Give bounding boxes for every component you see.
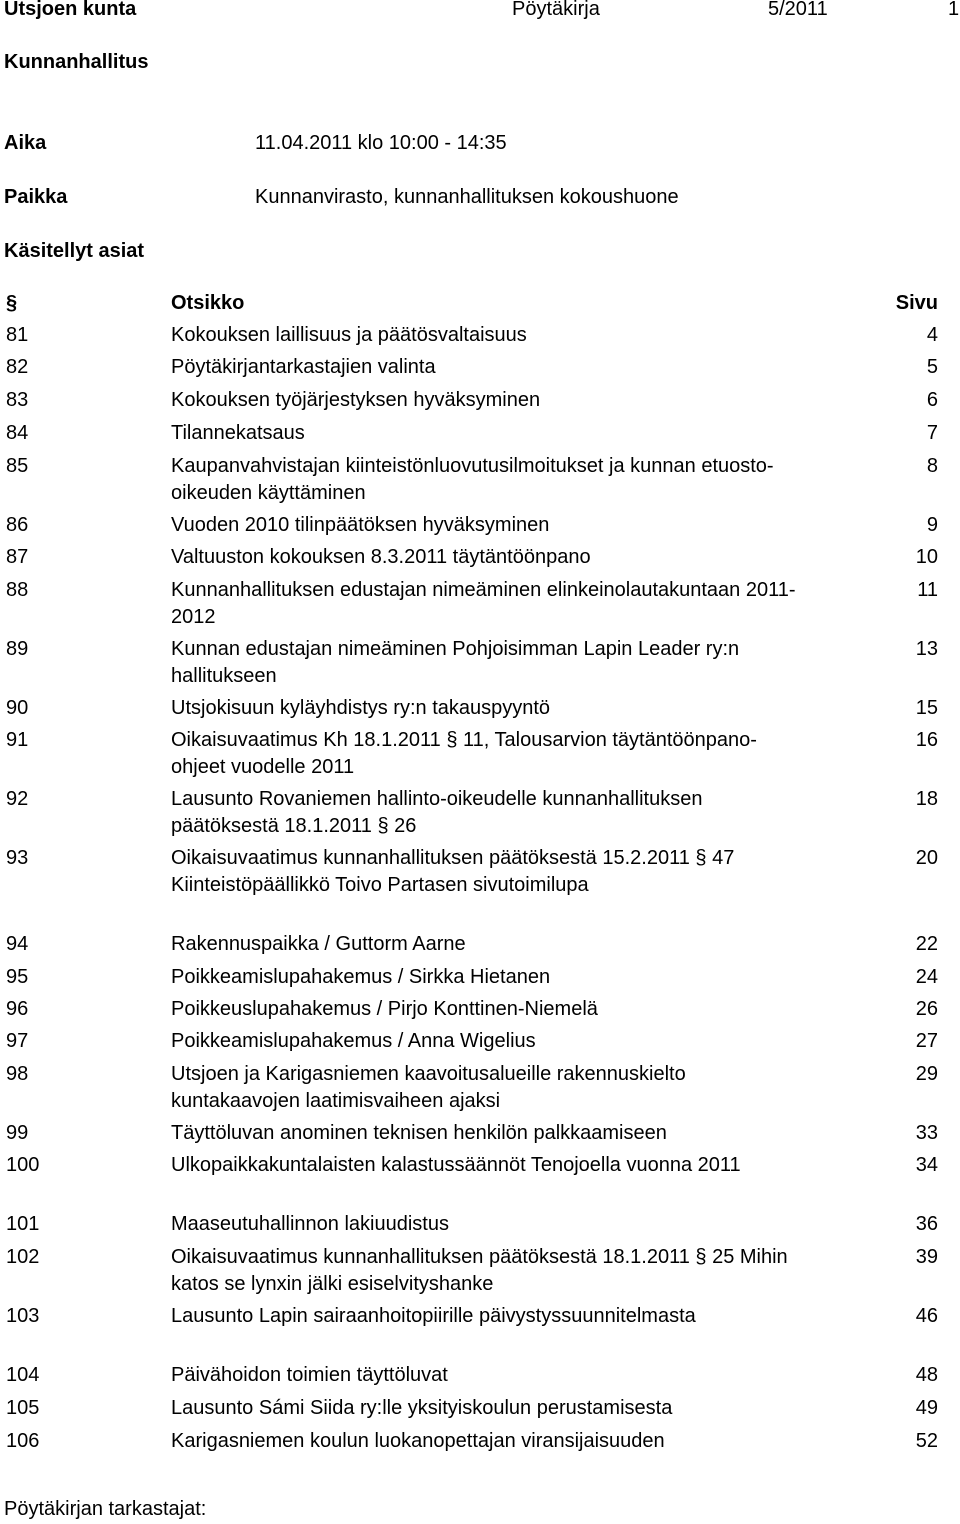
row-page: 48 [915,1364,938,1386]
row-section-number: 90 [6,697,29,719]
place-value: Kunnanvirasto, kunnanhallituksen kokoushuone [255,186,679,208]
row-page: 18 [915,788,938,810]
row-page: 36 [915,1213,938,1235]
row-section-number: 93 [6,847,29,869]
row-page: 33 [915,1122,938,1144]
row-page: 27 [915,1030,938,1052]
governing-body: Kunnanhallitus [4,51,149,73]
row-section-number: 102 [6,1246,40,1268]
row-page: 24 [915,966,938,988]
row-section-number: 96 [6,998,29,1020]
row-section-number: 95 [6,966,29,988]
row-title: Karigasniemen koulun luokanopettajan viransijaisuuden [171,1430,665,1452]
row-section-number: 85 [6,455,29,477]
row-section-number: 100 [6,1154,40,1176]
row-title: Vuoden 2010 tilinpäätöksen hyväksyminen [171,514,550,536]
row-page: 4 [926,324,938,346]
row-page: 34 [915,1154,938,1176]
title-column-header: Otsikko [171,292,245,314]
row-title: Päivähoidon toimien täyttöluvat [171,1364,448,1386]
row-title: Utsjokisuun kyläyhdistys ry:n takauspyyntö [171,697,551,719]
row-title: Kaupanvahvistajan kiinteistönluovutusilmoitukset ja kunnan etuosto-oikeuden käyttäminen [171,455,774,504]
row-page: 5 [926,356,938,378]
row-title: Kunnan edustajan nimeäminen Pohjoisimman Lapin Leader ry:n hallitukseen [171,638,740,687]
row-title: Oikaisuvaatimus kunnanhallituksen päätöksestä 15.2.2011 § 47 Kiinteistöpäällikkö Toivo Partasen sivutoimilupa [171,847,735,896]
row-page: 20 [915,847,938,869]
row-title: Kokouksen työjärjestyksen hyväksyminen [171,389,541,411]
row-page: 13 [915,638,938,660]
row-title: Ulkopaikkakuntalaisten kalastussäännöt Tenojoella vuonna 2011 [171,1154,741,1176]
row-page: 52 [915,1430,938,1452]
row-page: 10 [915,546,938,568]
row-page: 22 [915,933,938,955]
row-section-number: 94 [6,933,29,955]
row-section-number: 99 [6,1122,29,1144]
row-section-number: 81 [6,324,29,346]
row-title: Täyttöluvan anominen teknisen henkilön palkkaamiseen [171,1122,667,1144]
row-section-number: 84 [6,422,29,444]
row-page: 15 [915,697,938,719]
row-page: 26 [915,998,938,1020]
row-section-number: 82 [6,356,29,378]
row-title: Lausunto Lapin sairaanhoitopiirille päivystyssuunnitelmasta [171,1305,696,1327]
row-section-number: 98 [6,1063,29,1085]
document-number: 5/2011 [768,0,828,20]
row-title: Tilannekatsaus [171,422,305,444]
row-section-number: 104 [6,1364,40,1386]
row-title: Poikkeuslupahakemus / Pirjo Konttinen-Niemelä [171,998,598,1020]
row-title: Kokouksen laillisuus ja päätösvaltaisuus [171,324,527,346]
page-column-header: Sivu [895,292,938,314]
row-section-number: 87 [6,546,29,568]
row-page: 9 [926,514,938,536]
row-section-number: 101 [6,1213,40,1235]
row-page: 46 [915,1305,938,1327]
document-type: Pöytäkirja [512,0,600,20]
row-page: 11 [917,579,938,601]
row-section-number: 97 [6,1030,29,1052]
place-label: Paikka [4,186,68,208]
row-title: Lausunto Sámi Siida ry:lle yksityiskoulun perustamisesta [171,1397,673,1419]
row-section-number: 83 [6,389,29,411]
time-value: 11.04.2011 klo 10:00 - 14:35 [255,132,507,154]
row-page: 8 [926,455,938,477]
reviewers-label: Pöytäkirjan tarkastajat: [4,1498,207,1520]
row-page: 16 [915,729,938,751]
row-page: 49 [915,1397,938,1419]
section-sign-header: § [6,292,18,314]
row-section-number: 88 [6,579,29,601]
row-title: Rakennuspaikka / Guttorm Aarne [171,933,466,955]
row-section-number: 86 [6,514,29,536]
row-title: Lausunto Rovaniemen hallinto-oikeudelle kunnanhallituksen päätöksestä 18.1.2011 § 26 [171,788,703,837]
row-title: Oikaisuvaatimus kunnanhallituksen päätöksestä 18.1.2011 § 25 Mihin katos se lynxin jälki esiselvityshanke [171,1246,788,1295]
municipality-name: Utsjoen kunta [4,0,137,20]
row-title: Poikkeamislupahakemus / Sirkka Hietanen [171,966,551,988]
row-page: 7 [926,422,938,444]
page-number: 1 [948,0,960,20]
row-section-number: 91 [6,729,29,751]
row-page: 29 [915,1063,938,1085]
topics-heading: Käsitellyt asiat [4,240,145,262]
row-section-number: 89 [6,638,29,660]
row-title: Kunnanhallituksen edustajan nimeäminen elinkeinolautakuntaan 2011-2012 [171,579,796,628]
row-section-number: 105 [6,1397,40,1419]
row-page: 39 [915,1246,938,1268]
row-title: Maaseutuhallinnon lakiuudistus [171,1213,449,1235]
row-title: Utsjoen ja Karigasniemen kaavoitusalueille rakennuskielto kuntakaavojen laatimisvaiheen ajaksi [171,1063,686,1112]
row-title: Poikkeamislupahakemus / Anna Wigelius [171,1030,536,1052]
row-title: Pöytäkirjantarkastajien valinta [171,356,436,378]
row-title: Valtuuston kokouksen 8.3.2011 täytäntöönpano [171,546,591,568]
row-title: Oikaisuvaatimus Kh 18.1.2011 § 11, Talousarvion täytäntöönpano-ohjeet vuodelle 2011 [171,729,757,778]
row-section-number: 92 [6,788,29,810]
time-label: Aika [4,132,47,154]
row-page: 6 [926,389,938,411]
row-section-number: 103 [6,1305,40,1327]
row-section-number: 106 [6,1430,40,1452]
